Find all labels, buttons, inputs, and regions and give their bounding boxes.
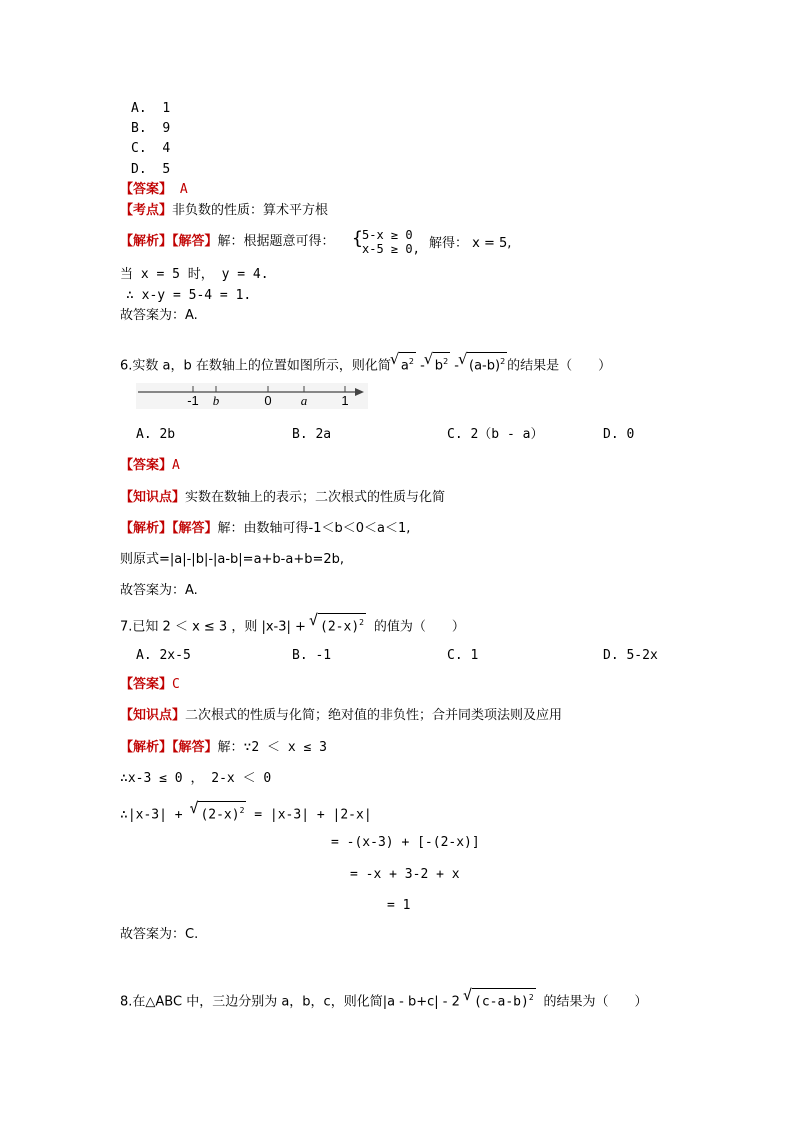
q7-knowledge-point: 【知识点】二次根式的性质与化简；绝对值的非负性；合并同类项法则及应用 <box>120 708 563 723</box>
label-zero: 0 <box>264 393 272 408</box>
q5-jiexi: 【解析】【解答】解：根据题意可得： <box>120 234 335 249</box>
q7-step3: = 1 <box>387 898 411 913</box>
label-one: 1 <box>341 393 349 408</box>
q7-option-c: C. 1 <box>447 648 479 663</box>
q6-stem: 6.实数 a，b 在数轴上的位置如图所示，则化简√ $a^2$ -√ $b^2$ -√ $(a-b)^2$ 的结果是（ ） <box>120 352 611 375</box>
label-minus-one: -1 <box>187 393 199 408</box>
q5-conclusion: 故答案为：A. <box>120 308 198 323</box>
q6-knowledge-point: 【知识点】实数在数轴上的表示；二次根式的性质与化简 <box>120 490 446 505</box>
q5-line2: 当 x = 5 时， y = 4. <box>120 267 269 282</box>
q8-sqrt: √ $(c-a-b)^2$ <box>472 988 536 1011</box>
q7-step1: = -(x-3) + [-(2-x)] <box>331 835 480 850</box>
q6-option-a: A. 2b <box>136 427 176 442</box>
q6-sqrt-a: √ $a^2$ <box>399 352 416 375</box>
q5-system: 5-x ≥ 0 x-5 ≥ 0, <box>362 228 420 256</box>
q6-jiexi: 【解析】【解答】解：由数轴可得-1＜b＜0＜a＜1, <box>120 521 411 536</box>
q5-option-a: A. 1 <box>131 101 171 116</box>
q6-option-c: C. 2（b - a） <box>447 427 544 442</box>
q8-stem: 8.在△ABC 中，三边分别为 a，b，c，则化简|a - b+c| - 2 √ $(c-a-b)^2$ 的结果为（ ） <box>120 988 648 1011</box>
q7-answer: 【答案】C <box>120 677 180 692</box>
q5-option-c: C. 4 <box>131 141 171 156</box>
q5-option-b: B. 9 <box>131 121 171 136</box>
number-line-background <box>136 383 368 409</box>
q7-step2: = -x + 3-2 + x <box>350 867 460 882</box>
q7-option-b: B. -1 <box>292 648 332 663</box>
q5-line3: ∴ x-y = 5-4 = 1. <box>126 288 252 303</box>
q7-option-a: A. 2x-5 <box>136 648 191 663</box>
q7-conclusion: 故答案为：C. <box>120 927 199 942</box>
q7-option-d: D. 5-2x <box>603 648 658 663</box>
q6-option-b: B. 2a <box>292 427 332 442</box>
q5-answer: 【答案】 A <box>120 182 188 197</box>
q6-number-line <box>136 383 368 409</box>
q6-sqrt-b: √ $b^2$ <box>433 352 450 375</box>
q5-brace: { <box>352 228 363 249</box>
q6-conclusion: 故答案为：A. <box>120 583 198 598</box>
label-b: b <box>212 393 220 408</box>
q5-jiexi-result: 解得： x = 5, <box>429 236 512 251</box>
q6-answer: 【答案】A <box>120 458 180 473</box>
q7-stem: 7.已知 2 ＜ x ≤ 3 ，则 |x-3| + √ $(2-x)^2$ 的值为（ ） <box>120 613 465 636</box>
q7-line3-sqrt: √ $(2-x)^2$ <box>198 801 246 824</box>
q6-option-d: D. 0 <box>603 427 635 442</box>
q7-jiexi: 【解析】【解答】解：∵2 ＜ x ≤ 3 <box>120 740 327 755</box>
q7-line3: ∴|x-3| + √ $(2-x)^2 = |x-3| + |2-x|$ <box>120 801 372 824</box>
q6-line2: 则原式=|a|-|b|-|a-b|=a+b-a+b=2b, <box>120 552 345 567</box>
q7-line2: ∴x-3 ≤ 0 ， 2-x ＜ 0 <box>120 771 272 786</box>
label-a: a <box>300 393 308 408</box>
q7-sqrt: √ $(2-x)^2$ <box>318 613 366 636</box>
q5-kaodian: 【考点】非负数的性质：算术平方根 <box>120 203 329 218</box>
q6-sqrt-ab: √ $(a-b)^2$ <box>467 352 507 375</box>
q5-option-d: D. 5 <box>131 162 171 177</box>
